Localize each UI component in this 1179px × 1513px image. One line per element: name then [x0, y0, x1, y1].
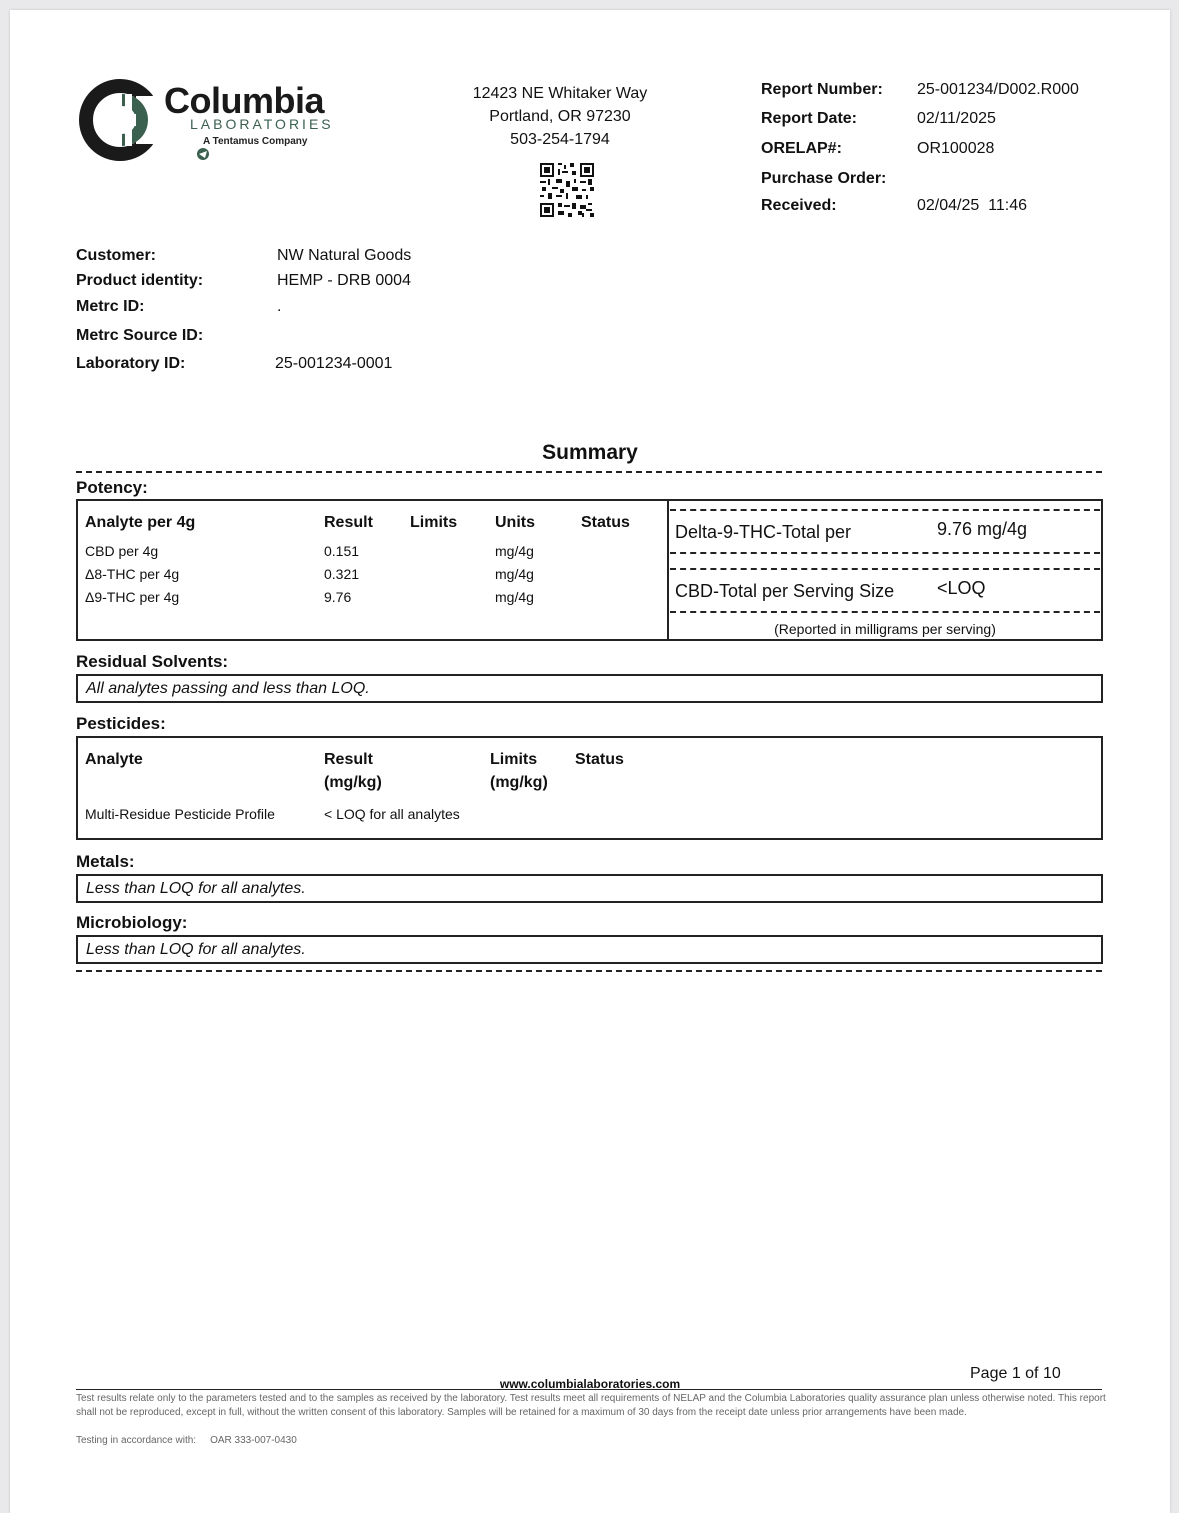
col-units: Units	[495, 514, 535, 531]
metrc-source-id-label: Metrc Source ID:	[76, 327, 204, 344]
address-phone: 503-254-1794	[510, 131, 610, 148]
pest-row-analyte: Multi-Residue Pesticide Profile	[85, 806, 275, 822]
potency-row-units: mg/4g	[495, 543, 534, 559]
purchase-order-label: Purchase Order:	[761, 170, 887, 187]
serving-note: (Reported in milligrams per serving)	[774, 621, 996, 637]
report-number-value: 25-001234/D002.R000	[917, 81, 1079, 98]
brand-tagline: A Tentamus Company	[203, 136, 308, 147]
cbd-total-value: <LOQ	[937, 578, 986, 598]
microbiology-box	[76, 935, 1103, 964]
residual-solvents-text: All analytes passing and less than LOQ.	[86, 680, 370, 697]
customer-label: Customer:	[76, 247, 157, 264]
residual-solvents-heading: Residual Solvents:	[76, 652, 229, 671]
potency-row-analyte: Δ9-THC per 4g	[85, 589, 180, 605]
brand-subtitle: LABORATORIES	[190, 116, 334, 132]
potency-heading: Potency:	[76, 478, 148, 497]
pest-col-result-unit: (mg/kg)	[324, 774, 382, 791]
potency-row-result: 9.76	[324, 589, 352, 605]
microbiology-text: Less than LOQ for all analytes.	[86, 941, 306, 958]
qr-code-icon	[540, 163, 594, 217]
potency-box	[76, 499, 1103, 641]
testing-value: OAR 333-007-0430	[210, 1435, 297, 1446]
delta9-total-value: 9.76 mg/4g	[937, 519, 1028, 539]
report-date-value: 02/11/2025	[917, 110, 996, 127]
lab-address	[440, 82, 680, 151]
divider	[670, 509, 1100, 511]
delta9-total-label: Delta-9-THC-Total per	[675, 522, 852, 542]
footer-url[interactable]: www.columbialaboratories.com	[499, 1377, 681, 1391]
report-date-label: Report Date:	[761, 110, 858, 127]
received-label: Received:	[761, 197, 837, 214]
laboratory-id-value: 25-001234-0001	[275, 355, 393, 372]
report-number-label: Report Number:	[761, 81, 883, 98]
col-status: Status	[581, 514, 630, 531]
metrc-id-label: Metrc ID:	[76, 298, 145, 315]
potency-row-analyte: Δ8-THC per 4g	[85, 566, 180, 582]
orelap-label: ORELAP#:	[761, 140, 842, 157]
divider	[76, 471, 1102, 473]
microbiology-heading: Microbiology:	[76, 913, 188, 932]
product-identity-label: Product identity:	[76, 272, 204, 289]
laboratory-id-label: Laboratory ID:	[76, 355, 186, 372]
address-line-1: 12423 NE Whitaker Way	[472, 85, 648, 102]
col-limits: Limits	[410, 514, 458, 531]
metals-box	[76, 874, 1103, 903]
metrc-id-value: .	[277, 298, 282, 315]
report-page	[10, 10, 1170, 1513]
potency-divider	[667, 501, 669, 639]
divider	[670, 568, 1100, 570]
disclaimer: Test results relate only to the parameters tested and to the samples as received by the laboratory. Test results meet all requirements of NELAP and the Columbia Laboratories quality assurance plan unless otherwise noted. This report shall not be reproduced, except in full, without the written consent of this laboratory. Samples will be retained for a maximum of 30 days from the receipt date unless prior arrangements have been made.	[76, 1393, 1106, 1418]
divider	[670, 552, 1100, 554]
pest-col-limits-unit: (mg/kg)	[490, 774, 548, 791]
metals-heading: Metals:	[76, 852, 135, 871]
received-value: 02/04/25 11:46	[917, 197, 1028, 214]
potency-row-result: 0.321	[324, 566, 360, 582]
testing-standard	[76, 1435, 297, 1446]
product-identity-value: HEMP - DRB 0004	[277, 272, 411, 289]
residual-solvents-box	[76, 674, 1103, 703]
col-analyte: Analyte per 4g	[85, 514, 196, 531]
page-number: Page 1 of 10	[970, 1365, 1061, 1382]
potency-row-units: mg/4g	[495, 589, 534, 605]
customer-value: NW Natural Goods	[277, 247, 412, 264]
metals-text: Less than LOQ for all analytes.	[86, 880, 306, 897]
pest-col-limits: Limits	[490, 751, 538, 768]
brand-name: Columbia	[164, 80, 325, 121]
testing-label: Testing in accordance with:	[76, 1435, 197, 1446]
pest-col-result: Result	[324, 751, 373, 768]
pest-row-result: < LOQ for all analytes	[324, 806, 460, 822]
cbd-total-label: CBD-Total per Serving Size	[675, 581, 895, 601]
pesticides-heading: Pesticides:	[76, 714, 166, 733]
potency-row-result: 0.151	[324, 543, 360, 559]
orelap-value: OR100028	[917, 140, 995, 157]
col-result: Result	[324, 514, 373, 531]
summary-title: Summary	[542, 441, 638, 464]
footer-rule	[76, 1389, 1102, 1390]
potency-row-analyte: CBD per 4g	[85, 543, 159, 559]
divider	[670, 611, 1100, 613]
divider	[76, 970, 1102, 972]
pesticides-box	[76, 736, 1103, 840]
potency-row-units: mg/4g	[495, 566, 534, 582]
pest-col-status: Status	[575, 751, 624, 768]
pest-col-analyte: Analyte	[85, 751, 143, 768]
address-line-2: Portland, OR 97230	[489, 108, 631, 125]
